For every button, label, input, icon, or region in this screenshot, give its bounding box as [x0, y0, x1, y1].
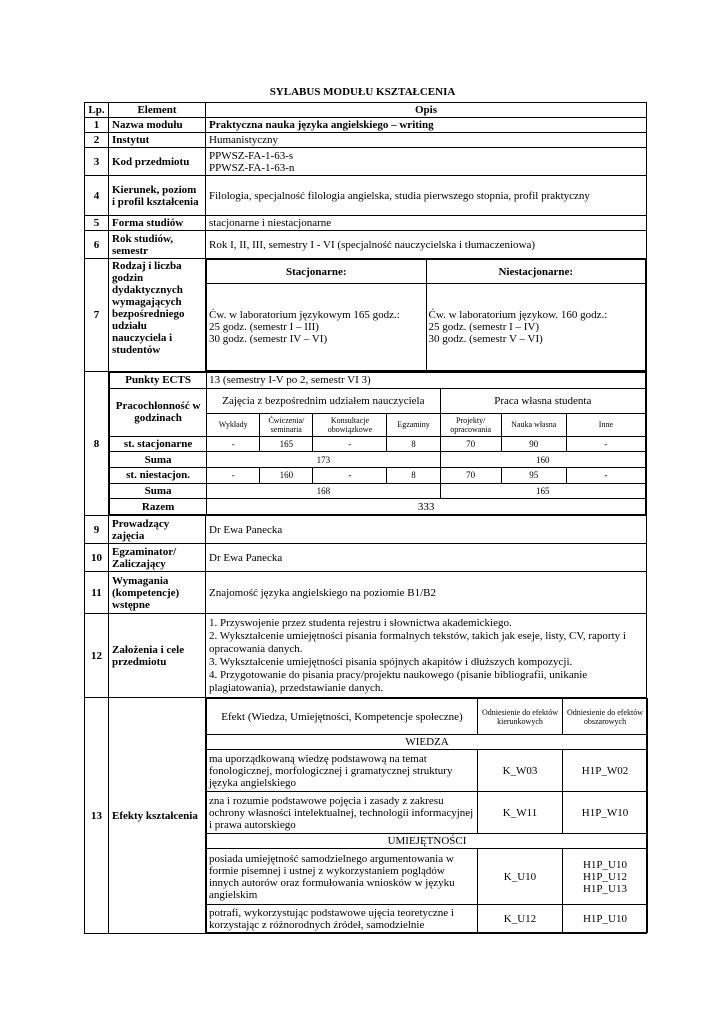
- hours-value: 165: [260, 436, 313, 452]
- hours-value: 90: [501, 436, 566, 452]
- table-row: [85, 516, 647, 544]
- col-header: Nauka własna: [501, 413, 566, 436]
- outcomes-table: [206, 698, 648, 933]
- directional-col-header: Odniesienie do efektów kierunkowych: [478, 699, 563, 735]
- effect-text: posiada umiejętność samodzielnego argumentowania w formie pisemnej i ustnej z wykorzystaniem poglądów innych autorów oraz formułowania wniosków w języku angielskim: [207, 849, 478, 905]
- total-label: Razem: [110, 499, 207, 515]
- hours-line: Ćw. w laboratorium językow. 160 godz.:: [428, 309, 608, 321]
- goal-item: 3. Wykształcenie umiejętności pisania spójnych akapitów i dłuższych kompozycji.: [209, 655, 573, 668]
- workload-label: Pracochłonność w godzinach: [110, 388, 207, 436]
- header-lp: Lp.: [85, 103, 109, 118]
- col-header: Egzaminy: [387, 413, 440, 436]
- row-label: Forma studiów: [109, 216, 206, 231]
- hours-value: -: [566, 467, 645, 483]
- directional-ref: K_W11: [478, 792, 563, 834]
- goal-item: 1. Przyswojenie przez studenta rejestru i słownictwa akademickiego.: [209, 616, 512, 629]
- directional-ref: K_U10: [478, 849, 563, 905]
- hours-value: -: [207, 467, 260, 483]
- row-value: Znajomość języka angielskiego na poziomie B1/B2: [206, 572, 647, 614]
- row-label: Efekty kształcenia: [109, 698, 206, 934]
- stationary-label: st. stacjonarne: [110, 436, 207, 452]
- ects-value: 13 (semestry I-V po 2, semestr VI 3): [207, 373, 646, 389]
- area-ref: [563, 849, 648, 905]
- row-number: 1: [85, 118, 109, 133]
- area-ref: H1P_W10: [563, 792, 648, 834]
- hours-value: 160: [260, 467, 313, 483]
- table-row: [85, 544, 647, 572]
- hours-value: -: [313, 467, 387, 483]
- header-opis: Opis: [206, 103, 647, 118]
- nonstationary-heading: Niestacjonarne:: [426, 260, 646, 284]
- col-header: Projekty/ opracowania: [440, 413, 501, 436]
- row-value: stacjonarne i niestacjonarne: [206, 216, 647, 231]
- row-number: 5: [85, 216, 109, 231]
- goal-item: 4. Przygotowanie do pisania pracy/projektu naukowego (pisanie bibliografii, unikanie plagiatowania), przedstawianie danych.: [209, 668, 588, 694]
- code-stationary: PPWSZ-FA-1-63-s: [209, 149, 294, 162]
- area-ref-item: H1P_U12: [582, 870, 627, 883]
- goals-list: [206, 614, 647, 698]
- row-value: Filologia, specjalność filologia angielska, studia pierwszego stopnia, profil praktyczny: [206, 176, 647, 216]
- row-number: 4: [85, 176, 109, 216]
- code-nonstationary: PPWSZ-FA-1-63-n: [209, 161, 295, 174]
- hours-line: 25 godz. (semestr I – IV): [428, 321, 540, 333]
- hours-value: 95: [501, 467, 566, 483]
- area-ref-item: H1P_U10: [582, 858, 627, 871]
- stationary-hours: [207, 284, 427, 371]
- section-knowledge: WIEDZA: [207, 735, 648, 750]
- sum-value: 173: [207, 452, 440, 468]
- hours-line: Ćw. w laboratorium językowym 165 godz.:: [209, 309, 400, 321]
- row-value: Praktyczna nauka języka angielskiego – writing: [206, 118, 647, 133]
- sum-label: Suma: [110, 452, 207, 468]
- area-col-header: Odniesienie do efektów obszarowych: [563, 699, 648, 735]
- table-row: [85, 372, 647, 516]
- effect-text: zna i rozumie podstawowe pojęcia i zasady z zakresu ochrony własności intelektualnej, technologii informacyjnej i prawa autorskiego: [207, 792, 478, 834]
- row-number: 9: [85, 516, 109, 544]
- workload-cell: [109, 372, 647, 516]
- area-ref-item: H1P_U13: [582, 882, 627, 895]
- hours-cell: [206, 259, 647, 372]
- nonstationary-label: st. niestacjon.: [110, 467, 207, 483]
- table-header-row: [85, 103, 647, 118]
- table-row: [85, 231, 647, 259]
- effect-text: potrafi, wykorzystując podstawowe ujęcia teoretyczne i korzystając z różnorodnych źródeł, samodzielnie: [207, 905, 478, 933]
- contact-hours-heading: Zajęcia z bezpośrednim udziałem nauczyciela: [207, 388, 440, 413]
- hours-line: 30 godz. (semestr V – VI): [428, 333, 543, 345]
- col-header: Ćwiczenia/ seminaria: [260, 413, 313, 436]
- sum-label: Suma: [110, 483, 207, 499]
- row-label: Prowadzący zajęcia: [109, 516, 206, 544]
- table-row: [85, 118, 647, 133]
- nonstationary-hours: [426, 284, 646, 371]
- workload-table: [109, 372, 646, 515]
- table-row: [85, 698, 647, 934]
- row-number: 2: [85, 133, 109, 148]
- table-row: [85, 148, 647, 176]
- row-label: Rodzaj i liczba godzin dydaktycznych wymagających bezpośredniego udziału nauczyciela i studentów: [109, 259, 206, 372]
- row-label: Instytut: [109, 133, 206, 148]
- area-ref: H1P_U10: [563, 905, 648, 933]
- stationary-heading: Stacjonarne:: [207, 260, 427, 284]
- table-row: [85, 259, 647, 372]
- table-row: [85, 614, 647, 698]
- hours-line: 30 godz. (semestr IV – VI): [209, 333, 328, 345]
- syllabus-table: [84, 102, 647, 934]
- sum-value: 165: [440, 483, 645, 499]
- hours-value: 70: [440, 467, 501, 483]
- hours-value: 8: [387, 467, 440, 483]
- table-row: [85, 216, 647, 231]
- hours-line: 25 godz. (semestr I – III): [209, 321, 319, 333]
- effect-text: ma uporządkowaną wiedzę podstawową na temat fonologicznej, morfologicznej i gramatycznej struktury języka angielskiego: [207, 750, 478, 792]
- page-title: SYLABUS MODUŁU KSZTAŁCENIA: [269, 86, 456, 98]
- row-number: 6: [85, 231, 109, 259]
- area-ref: H1P_W02: [563, 750, 648, 792]
- col-header: Konsultacje obowiązkowe: [313, 413, 387, 436]
- directional-ref: K_U12: [478, 905, 563, 933]
- header-element: Element: [109, 103, 206, 118]
- hours-value: -: [207, 436, 260, 452]
- effect-col-header: Efekt (Wiedza, Umiejętności, Kompetencje społeczne): [207, 699, 478, 735]
- row-value: Rok I, II, III, semestry I - VI (specjalność nauczycielska i tłumaczeniowa): [206, 231, 647, 259]
- row-number: 3: [85, 148, 109, 176]
- hours-value: -: [566, 436, 645, 452]
- row-label: Nazwa modułu: [109, 118, 206, 133]
- total-value: 333: [207, 499, 646, 515]
- table-row: [85, 572, 647, 614]
- row-number: 8: [85, 372, 109, 516]
- row-number: 13: [85, 698, 109, 934]
- directional-ref: K_W03: [478, 750, 563, 792]
- hours-value: 70: [440, 436, 501, 452]
- outcomes-cell: [206, 698, 647, 934]
- row-value: Dr Ewa Panecka: [206, 516, 647, 544]
- ects-label: Punkty ECTS: [110, 373, 207, 389]
- row-number: 11: [85, 572, 109, 614]
- table-row: [85, 176, 647, 216]
- row-number: 12: [85, 614, 109, 698]
- row-value: Dr Ewa Panecka: [206, 544, 647, 572]
- hours-value: -: [313, 436, 387, 452]
- col-header: Wykłady: [207, 413, 260, 436]
- row-label: Rok studiów, semestr: [109, 231, 206, 259]
- row-number: 7: [85, 259, 109, 372]
- row-value: [206, 148, 647, 176]
- col-header: Inne: [566, 413, 645, 436]
- row-label: Wymagania (kompetencje) wstępne: [109, 572, 206, 614]
- section-skills: UMIEJĘTNOŚCI: [207, 834, 648, 849]
- hours-value: 8: [387, 436, 440, 452]
- sum-value: 168: [207, 483, 440, 499]
- row-number: 10: [85, 544, 109, 572]
- row-label: Założenia i cele przedmiotu: [109, 614, 206, 698]
- hours-table: [206, 259, 646, 371]
- row-value: Humanistyczny: [206, 133, 647, 148]
- row-label: Kod przedmiotu: [109, 148, 206, 176]
- goal-item: 2. Wykształcenie umiejętności pisania formalnych tekstów, takich jak eseje, listy, CV, raporty i opracowania danych.: [209, 629, 626, 655]
- self-study-heading: Praca własna studenta: [440, 388, 645, 413]
- row-label: Kierunek, poziom i profil kształcenia: [109, 176, 206, 216]
- sum-value: 160: [440, 452, 645, 468]
- table-row: [85, 133, 647, 148]
- row-label: Egzaminator/ Zaliczający: [109, 544, 206, 572]
